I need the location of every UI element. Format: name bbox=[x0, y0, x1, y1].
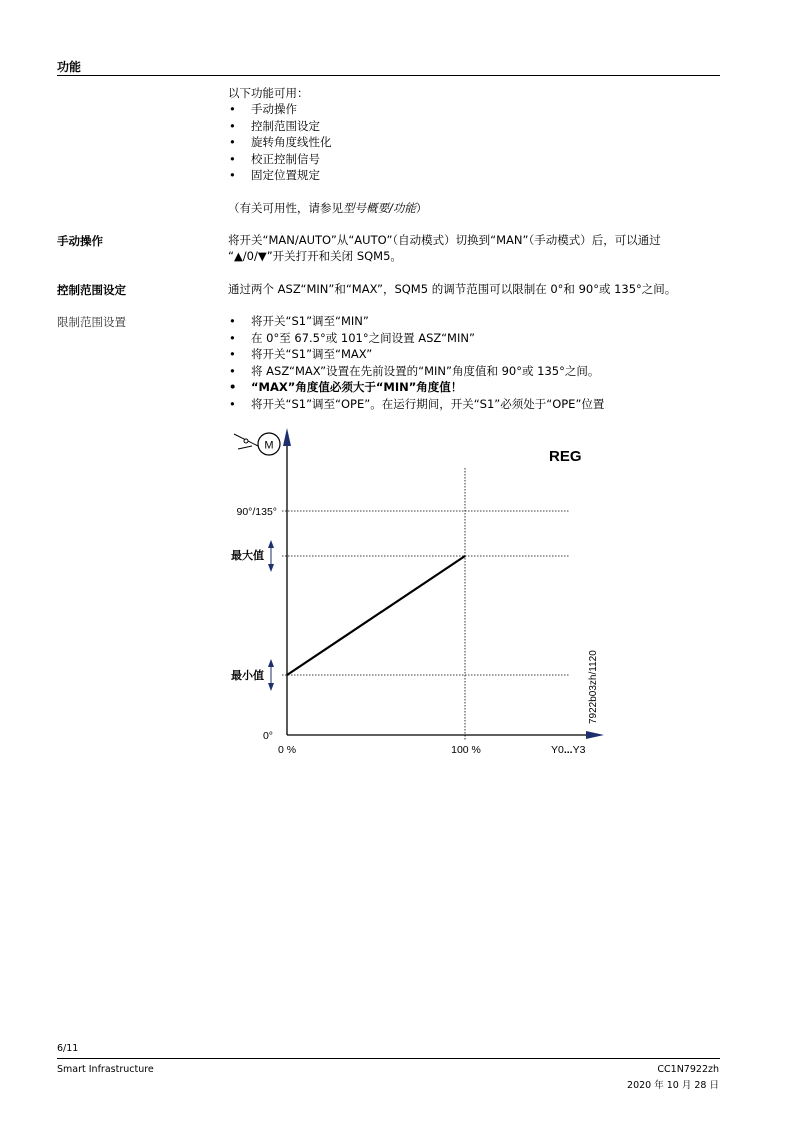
y-tick-label-min: 最小值 bbox=[231, 670, 264, 682]
min-adjust-arrows bbox=[268, 659, 274, 691]
min-adjust-down-arrow bbox=[268, 683, 274, 691]
motor-symbol bbox=[234, 433, 280, 455]
manual-line-2: “▲/0/▼”开关打开和关闭 SQM5。 bbox=[228, 249, 402, 263]
y-tick-label: 0° bbox=[262, 730, 273, 742]
section-title: 功能 bbox=[57, 60, 82, 74]
list-item: • 在 0°至 67.5°或 101°之间设置 ASZ“MIN” bbox=[228, 330, 604, 347]
range-text: 通过两个 ASZ“MIN”和“MAX”，SQM5 的调节范围可以限制在 0°和 90°或 135°之间。 bbox=[228, 282, 677, 296]
manual-line-1: 将开关“MAN/AUTO”从“AUTO”（自动模式）切换到“MAN”（手动模式）后，可以通过 bbox=[228, 233, 661, 247]
limit-heading: 限制范围设置 bbox=[57, 315, 126, 329]
chart-title: REG bbox=[549, 448, 582, 465]
intro-lead: 以下功能可用： bbox=[228, 86, 309, 100]
list-item: • 将开关“S1”调至“OPE”。在运行期间，开关“S1”必须处于“OPE”位置 bbox=[228, 396, 604, 413]
figure-code: 7922b03zh/1120 bbox=[588, 650, 599, 724]
x-axis-label-dots: ... bbox=[563, 744, 573, 756]
y-tick-label-max: 最大值 bbox=[231, 550, 264, 562]
x-axis-label-main: Y0 bbox=[551, 744, 564, 756]
y-tick-label: 90°/135° bbox=[236, 506, 277, 518]
document-id: CC1N7922zh bbox=[657, 1064, 719, 1075]
list-item: • 将开关“S1”调至“MIN” bbox=[228, 313, 604, 330]
note-reference: 型号概要/功能 bbox=[343, 201, 416, 215]
list-item: • 控制范围设定 bbox=[228, 118, 332, 135]
note-suffix: ） bbox=[415, 201, 428, 215]
list-item: • 旋转角度线性化 bbox=[228, 134, 332, 151]
list-item: • 校正控制信号 bbox=[228, 151, 332, 168]
max-adjust-arrows bbox=[268, 540, 274, 572]
max-adjust-up-arrow bbox=[268, 540, 274, 548]
min-adjust-up-arrow bbox=[268, 659, 274, 667]
list-item: • 手动操作 bbox=[228, 101, 332, 118]
document-date: 2020 年 10 月 28 日 bbox=[627, 1080, 719, 1091]
list-item: • 将开关“S1”调至“MAX” bbox=[228, 346, 604, 363]
manual-heading: 手动操作 bbox=[57, 234, 103, 248]
x-axis-label-end: Y3 bbox=[572, 744, 586, 756]
note-prefix: （有关可用性，请参见 bbox=[228, 201, 343, 215]
footer-rule bbox=[57, 1058, 720, 1059]
list-item: • 将 ASZ“MAX”设置在先前设置的“MIN”角度值和 90°或 135°之间。 bbox=[228, 363, 604, 380]
max-adjust-down-arrow bbox=[268, 564, 274, 572]
x-tick-label: 100 % bbox=[451, 744, 481, 756]
list-item: • 固定位置规定 bbox=[228, 167, 332, 184]
motor-label: M bbox=[264, 439, 274, 452]
page-number: 6/11 bbox=[57, 1043, 79, 1054]
x-tick-label: 0 % bbox=[277, 744, 297, 756]
motor-lever-short bbox=[238, 446, 252, 449]
y-axis-arrow bbox=[283, 428, 291, 446]
company-name: Smart Infrastructure bbox=[57, 1064, 154, 1075]
x-axis-label bbox=[551, 744, 586, 756]
range-heading: 控制范围设定 bbox=[57, 283, 126, 297]
list-item-warning: • “MAX”角度值必须大于“MIN”角度值！ bbox=[228, 379, 604, 396]
motor-pivot bbox=[244, 439, 248, 443]
series-line-position bbox=[287, 556, 465, 675]
x-axis-arrow bbox=[586, 731, 604, 739]
